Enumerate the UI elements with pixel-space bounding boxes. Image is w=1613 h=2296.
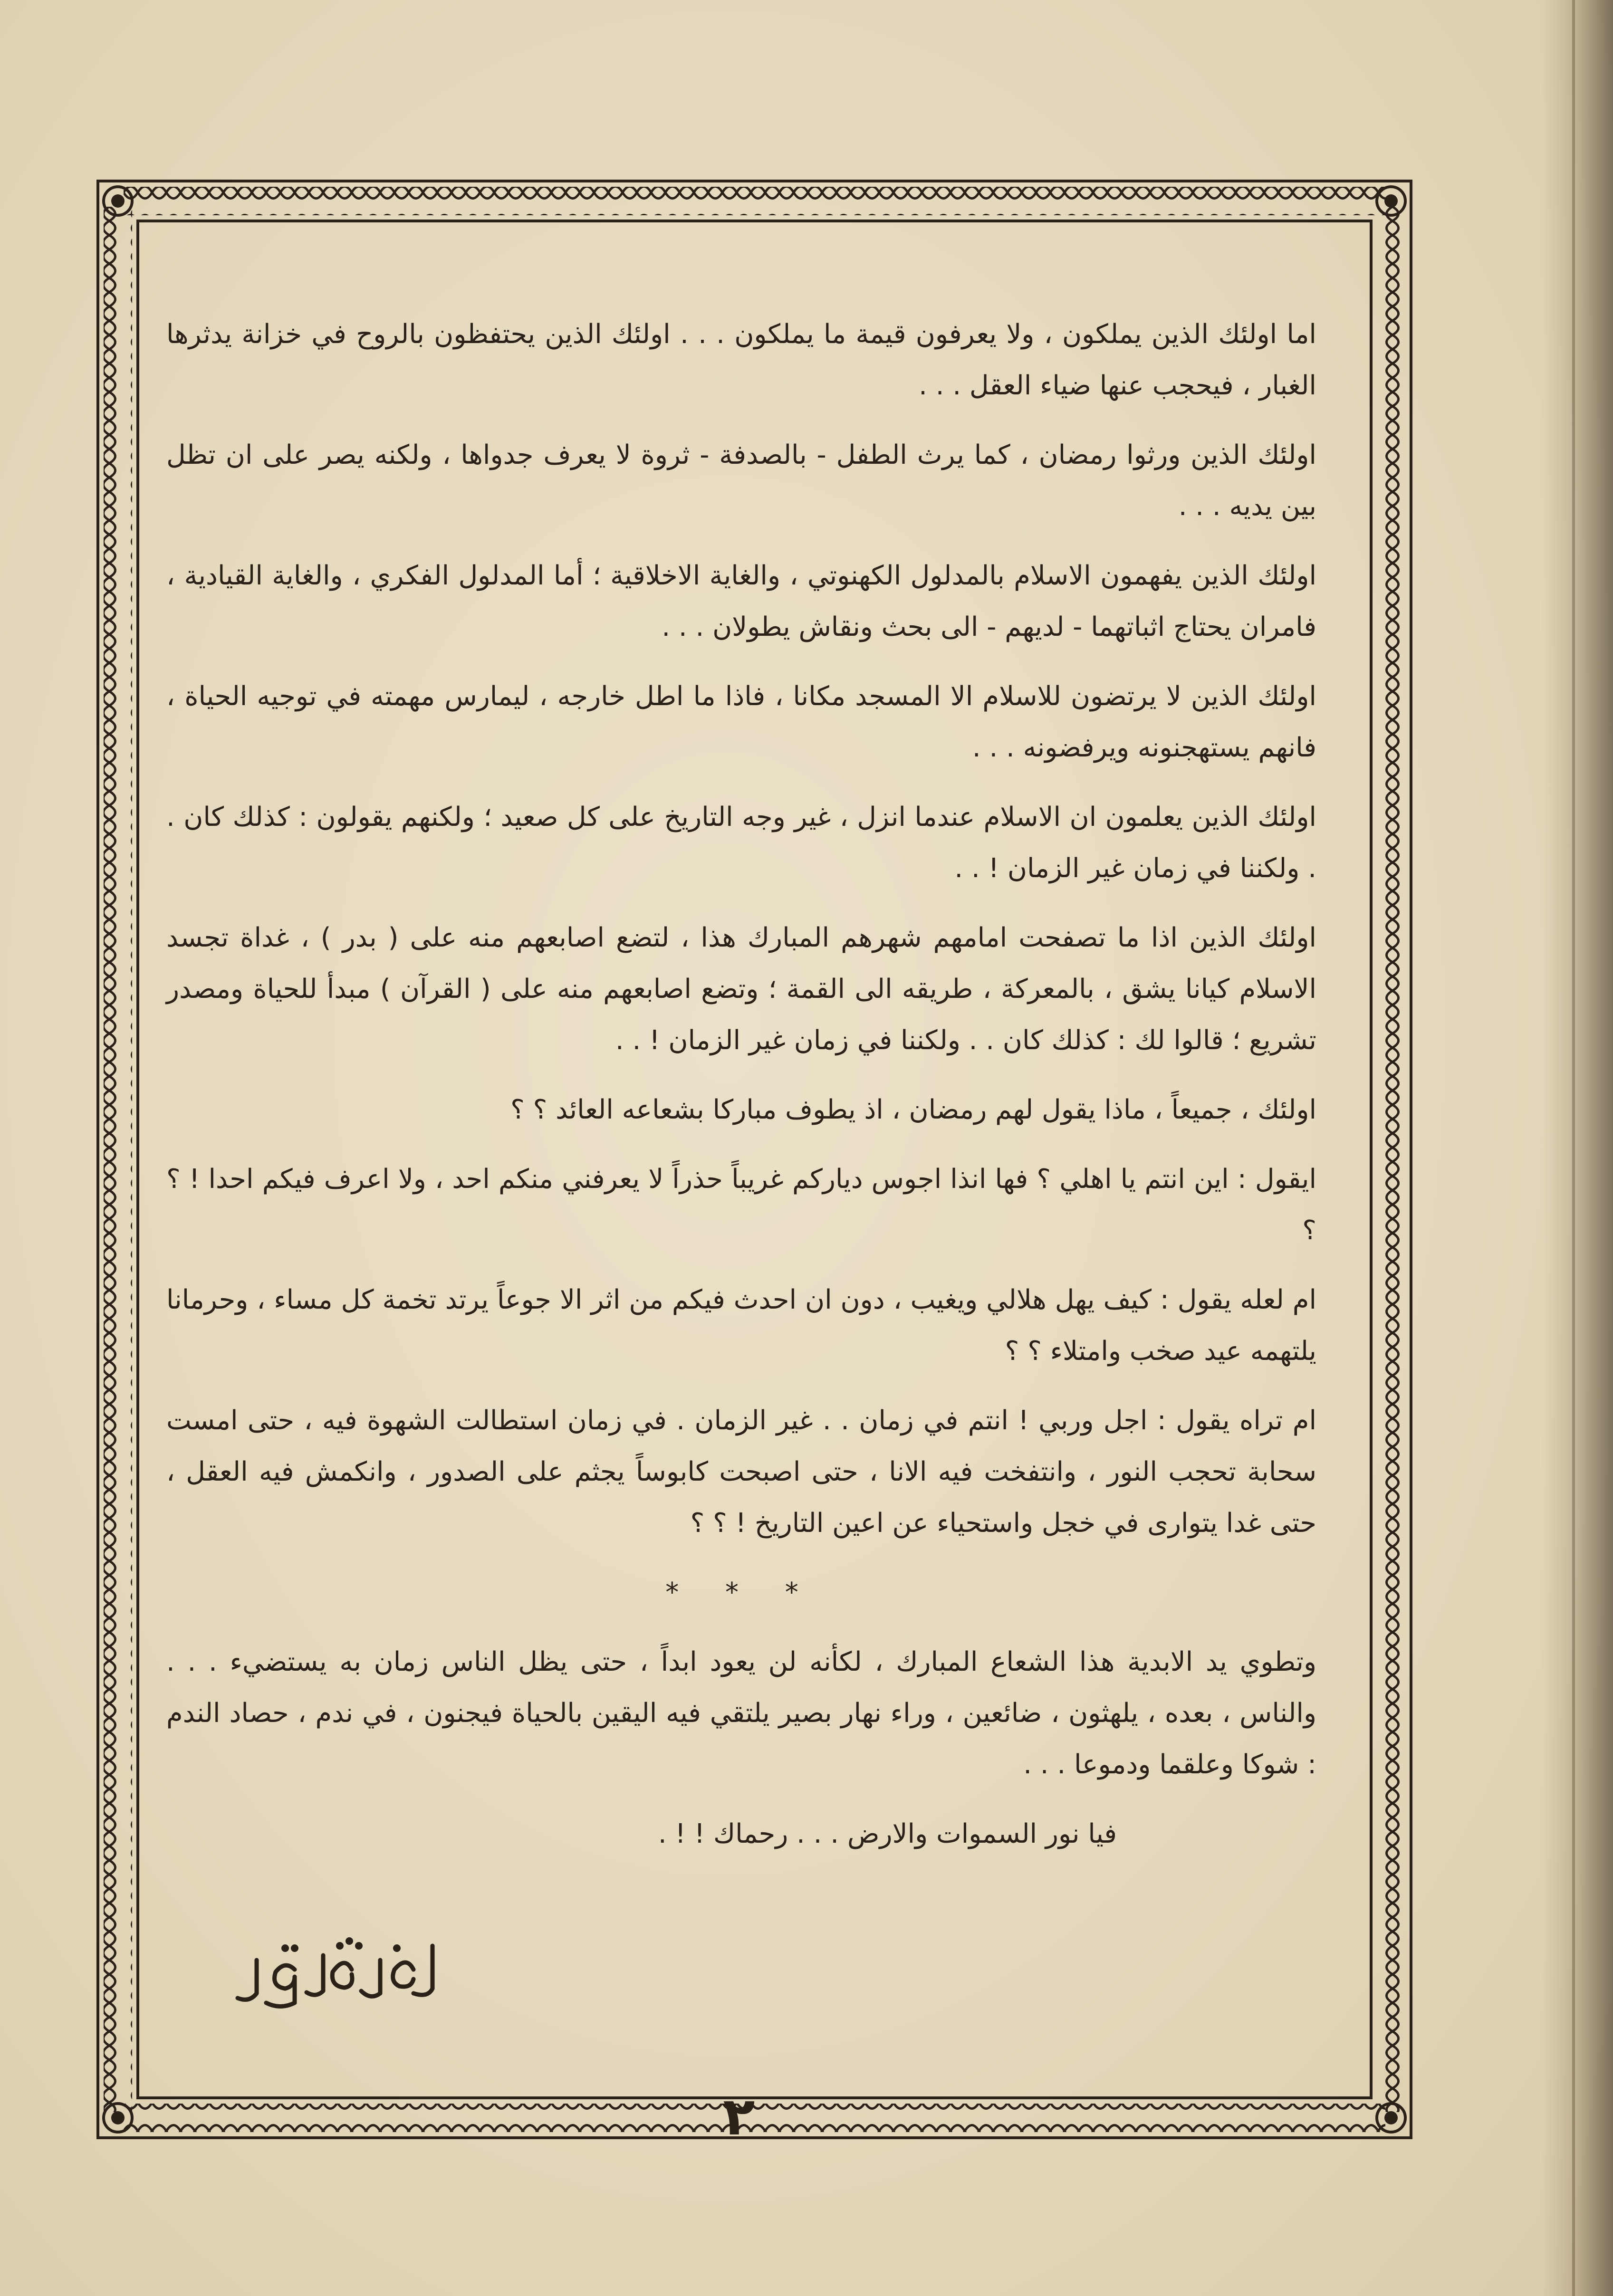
paragraph-5: اولئك الذين يعلمون ان الاسلام عندما انزل ، غير وجه التاريخ على كل صعيد ؛ ولكنهم يقولون : كذلك كان . . ولكننا في زمان غير الزمان ! . . bbox=[166, 802, 1316, 884]
paragraph-1: اما اولئك الذين يملكون ، ولا يعرفون قيمة ما يملكون . . . اولئك الذين يحتفظون بالروح في خزانة يدثرها الغبار ، فيحجب عنها ضياء العقل . . . bbox=[166, 319, 1316, 401]
paragraph-2: اولئك الذين ورثوا رمضان ، كما يرث الطفل - بالصدفة - ثروة لا يعرف جدواها ، ولكنه يصر على ان تظل بين يديه . . . bbox=[166, 440, 1316, 522]
page-spine-line bbox=[1572, 0, 1575, 2296]
paragraph-11: وتطوي يد الابدية هذا الشعاع المبارك ، لكأنه لن يعود ابداً ، حتى يظل الناس زمان به يستضيء . . . والناس ، بعده ، يلهثون ، ضائعين ، وراء نهار بصير يلتقي فيه اليقين بالحياة فيجنون ، في ندم ، حصاد الندم : شوكا وعلقما ودموعا . . . bbox=[166, 1646, 1316, 1780]
article-body bbox=[166, 309, 1316, 1924]
paragraph-10: ام تراه يقول : اجل وربي ! انتم في زمان . . غير الزمان . في زمان استطالت الشهوة فيه ، حتى امست سحابة تحجب النور ، وانتفخت فيه الانا ، حتى اصبحت كابوساً يجثم على الصدور ، وانكمش فيه العقل ، حتى غدا يتوارى في خجل واستحياء عن اعين التاريخ ! ؟ ؟ bbox=[166, 1405, 1316, 1539]
paragraph-8: ايقول : اين انتم يا اهلي ؟ فها انذا اجوس دياركم غريباً حذراً لا يعرفني منكم احد ، ولا اعرف فيكم احدا ! ؟ ؟ bbox=[166, 1164, 1316, 1246]
closing-line: فيا نور السموات والارض . . . رحماك ! ! . bbox=[658, 1818, 1117, 1849]
page-number: ٢ bbox=[723, 2086, 755, 2147]
paragraph-7: اولئك ، جميعاً ، ماذا يقول لهم رمضان ، اذ يطوف مباركا بشعاعه العائد ؟ ؟ bbox=[510, 1094, 1316, 1125]
page-spine-shadow bbox=[1542, 0, 1613, 2296]
paragraph-4: اولئك الذين لا يرتضون للاسلام الا المسجد مكانا ، فاذا ما اطل خارجه ، ليمارس مهمته في توجيه الحياة ، فانهم يستهجنونه ويرفضونه . . . bbox=[166, 681, 1316, 763]
author-signature bbox=[223, 1927, 447, 2012]
paragraph-9: ام لعله يقول : كيف يهل هلالي ويغيب ، دون ان احدث فيكم من اثر الا جوعاً يرتد تخمة كل مساء ، وحرمانا يلتهمه عيد صخب وامتلاء ؟ ؟ bbox=[166, 1284, 1316, 1367]
paragraph-6: اولئك الذين اذا ما تصفحت امامهم شهرهم المبارك هذا ، لتضع اصابعهم منه على ( بدر ) ، غداة تجسد الاسلام كيانا يشق ، بالمعركة ، طريقه الى القمة ؛ وتضع اصابعهم منه على ( القرآن ) مبدأ للحياة ومصدر تشريع ؛ قالوا لك : كذلك كان . . ولكننا في زمان غير الزمان ! . . bbox=[166, 922, 1316, 1056]
section-separator: * * * bbox=[665, 1577, 817, 1608]
paragraph-3: اولئك الذين يفهمون الاسلام بالمدلول الكهنوتي ، والغاية الاخلاقية ؛ أما المدلول الفكري ، والغاية القيادية ، فامران يحتاج اثباتهما - لديهم - الى بحث ونقاش يطولان . . . bbox=[166, 560, 1316, 642]
